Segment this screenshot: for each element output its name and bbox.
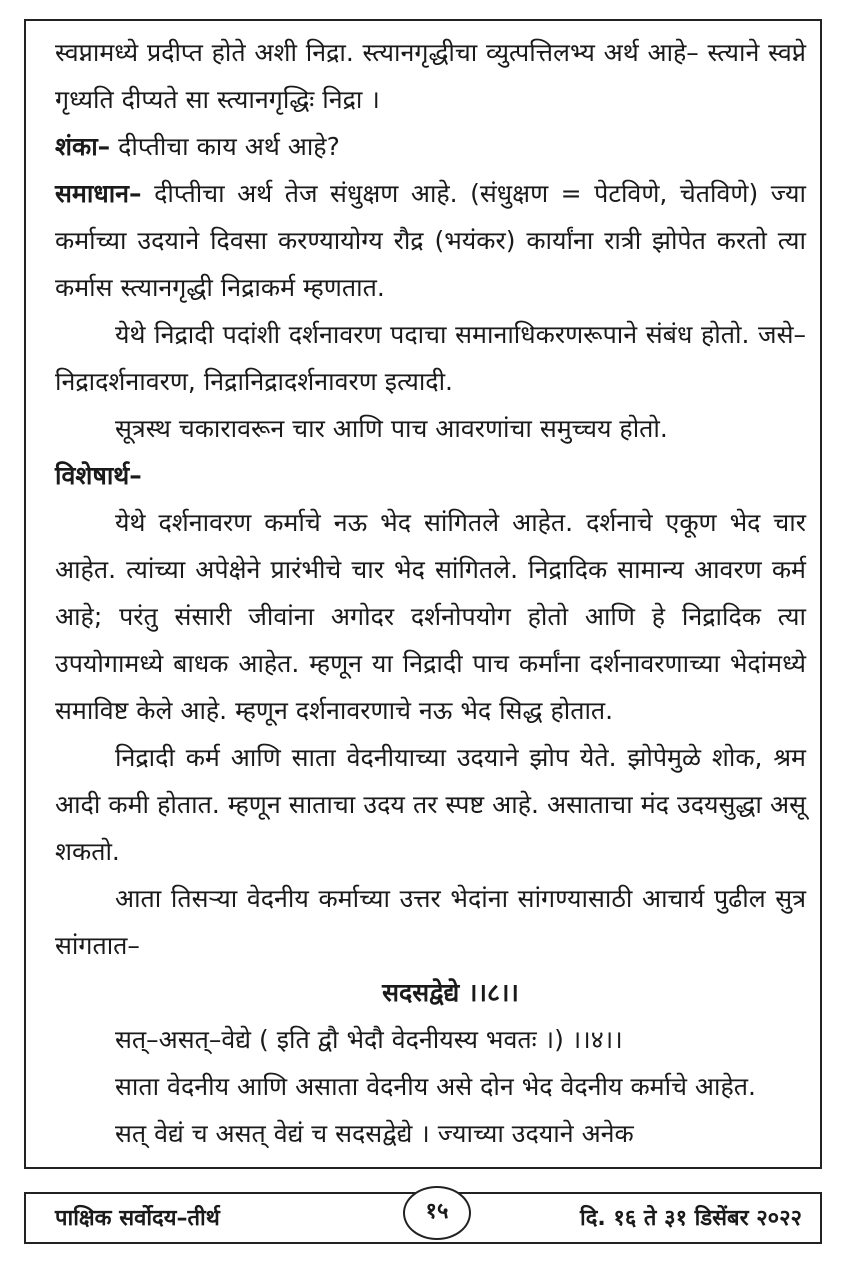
shanka-text: दीप्तीचा काय अर्थ आहे?	[110, 132, 340, 161]
page-footer	[24, 1192, 822, 1244]
issue-date: दि. १६ ते ३१ डिसेंबर २०२२	[580, 1206, 802, 1231]
paragraph-nine-types: येथे दर्शनावरण कर्माचे नऊ भेद सांगितले आहेत. दर्शनाचे एकूण भेद चार आहेत. त्यांच्या अपेक्षेने प्रारंभीचे चार भेद सांगितले. निद्रादिक सामान्य आवरण कर्म आहे; परंतु संसारी जीवांना अगोदर दर्शनोपयोग होतो आणि हे निद्रादिक त्या उपयोगामध्ये बाधक आहेत. म्हणून या निद्रादी पाच कर्मांना दर्शनावरणाच्या भेदांमध्ये समाविष्ट केले आहे. म्हणून दर्शनावरणाचे नऊ भेद सिद्ध होतात.	[55, 508, 806, 725]
samadhan-text: दीप्तीचा अर्थ तेज संधुक्षण आहे. (संधुक्षण = पेटविणे, चेतविणे) ज्या कर्माच्या उदयाने दिवसा करण्यायोग्य रौद्र (भयंकर) कार्यांना रात्री झोपेत करतो त्या कर्मास स्त्यानगृद्धी निद्राकर्म म्हणतात.	[55, 179, 806, 302]
page-number: १५	[403, 1186, 471, 1240]
paragraph-dream-sleep: स्वप्नामध्ये प्रदीप्त होते अशी निद्रा. स्त्यानगृद्धीचा व्युत्पत्तिलभ्य अर्थ आहे– स्त्याने स्वप्ने गृध्यति दीप्यते सा स्त्यानगृद्धिः निद्रा ।	[55, 38, 806, 114]
paragraph-nidra-relation: येथे निद्रादी पदांशी दर्शनावरण पदाचा समानाधिकरणरूपाने संबंध होतो. जसे– निद्रादर्शनावरण, निद्रानिद्रादर्शनावरण इत्यादी.	[55, 320, 806, 396]
paragraph-chakara: सूत्रस्थ चकारावरून चार आणि पाच आवरणांचा समुच्चय होतो.	[115, 414, 668, 443]
page-content	[24, 19, 822, 1169]
paragraph-sleep-effects: निद्रादी कर्म आणि साता वेदनीयाच्या उदयाने झोप येते. झोपेमुळे शोक, श्रम आदी कमी होतात. म्हणून साताचा उदय तर स्पष्ट आहे. असाताचा मंद उदयसुद्धा असू शकतो.	[55, 743, 806, 866]
paragraph-sanskrit-gloss: सत्–असत्–वेद्ये ( इति द्वौ भेदौ वेदनीयस्य भवतः ।) ।।४।।	[115, 1025, 623, 1054]
shanka-label: शंका–	[55, 132, 111, 161]
samadhan-paragraph	[55, 170, 806, 311]
paragraph-next-sutra: आता तिसऱ्या वेदनीय कर्माच्या उत्तर भेदांना सांगण्यासाठी आचार्य पुढील सुत्र सांगतात–	[55, 884, 806, 960]
paragraph-sat-asat: सत् वेद्यं च असत् वेद्यं च सदसद्वेद्ये । ज्याच्या उदयाने अनेक	[115, 1119, 634, 1148]
samadhan-label: समाधान–	[55, 179, 142, 208]
shanka-paragraph	[55, 123, 806, 170]
publication-name: पाक्षिक सर्वोदय–तीर्थ	[55, 1206, 220, 1231]
sutra-heading: सदसद्वेद्ये ।।८।।	[382, 978, 519, 1007]
paragraph-two-types: साता वेदनीय आणि असाता वेदनीय असे दोन भेद वेदनीय कर्माचे आहेत.	[115, 1072, 756, 1101]
visheshartha-heading: विशेषार्थ–	[55, 461, 142, 490]
